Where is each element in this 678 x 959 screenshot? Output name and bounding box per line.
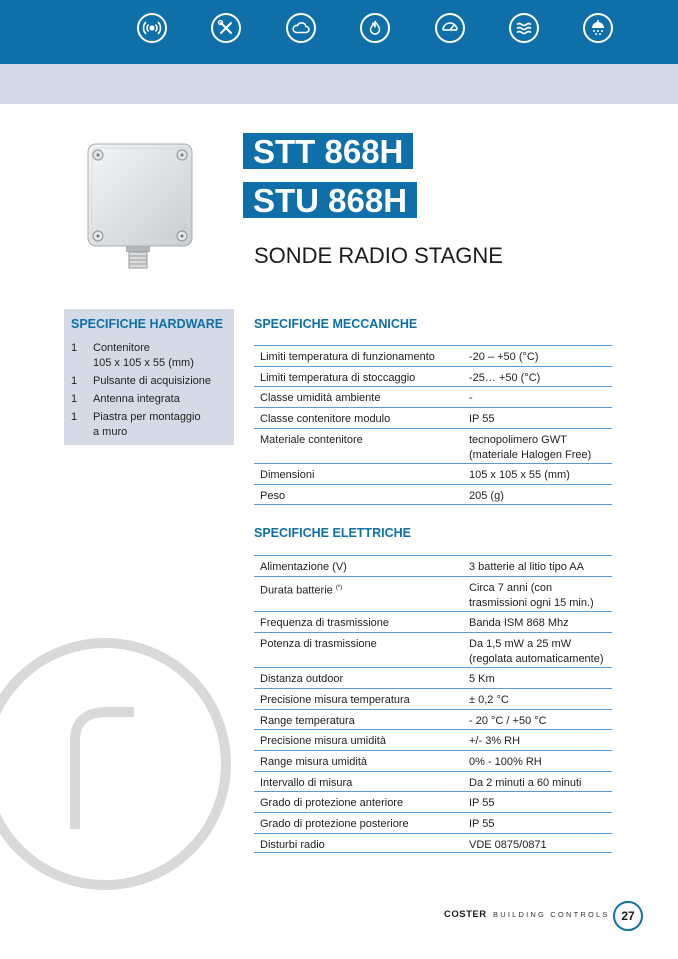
row-label: Precisione misura umidità	[260, 735, 386, 747]
hardware-item-qty: 1	[71, 342, 78, 354]
table-row	[254, 813, 612, 834]
row-label: Potenza di trasmissione	[260, 638, 377, 650]
radio-signal-icon	[137, 13, 167, 43]
row-value: -	[469, 392, 473, 404]
row-value: Da 2 minuti a 60 minuti	[469, 777, 582, 789]
row-label: Durata batterie	[260, 584, 333, 597]
table-row	[254, 633, 612, 668]
row-label: Distanza outdoor	[260, 673, 344, 685]
header-subband	[0, 64, 678, 104]
product-subtitle: SONDE RADIO STAGNE	[254, 243, 503, 268]
row-label: Disturbi radio	[260, 839, 325, 851]
row-label: Peso	[260, 490, 286, 502]
footer-tagline: BUILDING CONTROLS	[493, 910, 610, 919]
footer-brand: COSTER	[444, 909, 487, 920]
cloud-icon	[286, 13, 316, 43]
table-row	[254, 556, 612, 577]
row-label: Limiti temperatura di stoccaggio	[260, 372, 416, 384]
flame-icon	[360, 13, 390, 43]
row-label: Intervallo di misura	[260, 777, 353, 789]
page-number: 27	[613, 901, 643, 931]
table-row	[254, 772, 612, 792]
row-value: VDE 0875/0871	[469, 839, 547, 851]
row-label: Alimentazione (V)	[260, 561, 347, 573]
gauge-icon	[435, 13, 465, 43]
table-row	[254, 792, 612, 813]
table-row	[254, 464, 612, 485]
row-value: 0% - 100% RH	[469, 756, 542, 768]
row-value: ± 0,2 °C	[469, 694, 509, 706]
waves-icon	[509, 13, 539, 43]
hardware-item-qty: 1	[71, 375, 78, 387]
row-value: 105 x 105 x 55 (mm)	[469, 469, 570, 481]
row-value: -25… +50 (°C)	[469, 372, 541, 384]
row-label: Range misura umidità	[260, 756, 367, 768]
watermark-logo-icon	[0, 633, 240, 903]
row-value: - 20 °C / +50 °C	[469, 715, 547, 727]
row-value: 5 Km	[469, 673, 495, 685]
product-title-stu: STU 868H	[243, 182, 417, 218]
row-value: 3 batterie al litio tipo AA	[469, 561, 584, 573]
row-value: +/- 3% RH	[469, 735, 521, 747]
hardware-item-text: Contenitore 105 x 105 x 55 (mm)	[93, 342, 194, 369]
row-value: 205 (g)	[469, 490, 504, 502]
row-value: Banda ISM 868 Mhz	[469, 617, 569, 629]
row-value: Circa 7 anni (con trasmissioni ogni 15 min.)	[469, 582, 594, 609]
header-bar	[0, 0, 678, 64]
row-label: Limiti temperatura di funzionamento	[260, 351, 435, 363]
hardware-heading: SPECIFICHE HARDWARE	[71, 317, 224, 331]
row-value: -20 – +50 (°C)	[469, 351, 539, 363]
hardware-item-qty: 1	[71, 411, 78, 423]
row-label: Frequenza di trasmissione	[260, 617, 390, 629]
row-label: Grado di protezione posteriore	[260, 818, 409, 830]
hardware-item-text: Pulsante di acquisizione	[93, 375, 212, 387]
table-row	[254, 387, 612, 408]
table-row	[254, 429, 612, 464]
table-row	[254, 612, 612, 633]
footnote-marker: (*)	[335, 585, 343, 591]
mechanical-heading: SPECIFICHE MECCANICHE	[254, 317, 418, 331]
row-label: Dimensioni	[260, 469, 315, 481]
tools-icon	[211, 13, 241, 43]
hardware-item-qty: 1	[71, 393, 78, 405]
row-label: Range temperatura	[260, 715, 355, 727]
table-row	[254, 577, 612, 612]
table-row	[254, 751, 612, 772]
table-row	[254, 689, 612, 710]
table-row	[254, 730, 612, 751]
hardware-item-text: Piastra per montaggio a muro	[93, 411, 201, 438]
row-label: Materiale contenitore	[260, 434, 363, 446]
row-value: Da 1,5 mW a 25 mW (regolata automaticamente)	[469, 638, 604, 665]
table-row	[254, 367, 612, 387]
row-value: IP 55	[469, 818, 495, 830]
product-title-stt: STT 868H	[243, 133, 413, 169]
row-value: IP 55	[469, 797, 495, 809]
hardware-item-text: Antenna integrata	[93, 393, 180, 405]
table-row	[254, 485, 612, 505]
table-row	[254, 668, 612, 689]
shower-icon	[583, 13, 613, 43]
row-value: tecnopolimero GWT (materiale Halogen Free)	[469, 434, 592, 461]
table-row	[254, 346, 612, 367]
electrical-heading: SPECIFICHE ELETTRICHE	[254, 526, 411, 540]
product-image	[82, 140, 198, 270]
row-label: Grado di protezione anteriore	[260, 797, 404, 809]
table-row	[254, 710, 612, 730]
row-label: Classe umidità ambiente	[260, 392, 381, 404]
row-label: Classe contenitore modulo	[260, 413, 391, 425]
row-value: IP 55	[469, 413, 495, 425]
table-row	[254, 408, 612, 429]
row-label: Precisione misura temperatura	[260, 694, 410, 706]
table-row	[254, 834, 612, 853]
